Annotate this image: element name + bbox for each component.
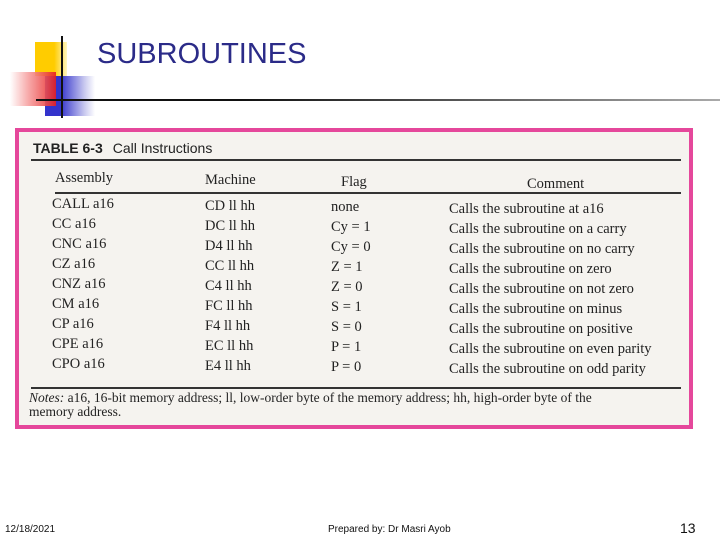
table-cell: Cy = 0 [331, 239, 371, 255]
table-cell: CZ a16 [52, 256, 96, 272]
table-cell: S = 0 [331, 319, 362, 335]
table-cell: P = 0 [331, 359, 362, 375]
table-cell: Z = 0 [331, 279, 363, 295]
table-cell: none [331, 199, 360, 215]
table-cell: CD ll hh [205, 197, 255, 214]
table-cell: Cy = 1 [331, 219, 371, 235]
table-cell: S = 1 [331, 299, 362, 315]
notes-line-2: memory address. [29, 404, 122, 419]
table-cell: EC ll hh [205, 337, 254, 354]
table-title [33, 140, 212, 156]
table-cell: CC ll hh [205, 257, 255, 274]
column-header: Assembly [55, 170, 113, 186]
page-number: 13 [680, 520, 696, 536]
table-cell: CPE a16 [52, 336, 104, 352]
slide-title: SUBROUTINES [97, 38, 307, 70]
column-header: Machine [205, 172, 256, 188]
table-cell: CP a16 [52, 316, 94, 332]
table-cell: E4 ll hh [205, 357, 251, 374]
table-cell: D4 ll hh [205, 237, 253, 254]
table-cell: FC ll hh [205, 297, 253, 314]
table-label: TABLE 6-3 [33, 140, 103, 156]
notes-label: Notes: [29, 390, 65, 405]
notes-line-1: a16, 16-bit memory address; ll, low-order byte of the memory address; hh, high-order byte of the [67, 390, 592, 405]
table-cell: CNZ a16 [52, 276, 106, 292]
rule-bottom [31, 387, 681, 389]
table-cell: Z = 1 [331, 259, 363, 275]
decor-vertical-line [61, 36, 63, 118]
table-cell: CC a16 [52, 216, 96, 232]
table-cell: CALL a16 [52, 196, 114, 212]
table-cell: CM a16 [52, 296, 100, 312]
table-caption: Call Instructions [112, 140, 213, 156]
table-cell: DC ll hh [205, 217, 255, 234]
table-cell: P = 1 [331, 339, 362, 355]
table-cell: Calls the subroutine on not zero [449, 280, 634, 297]
table-cell: CNC a16 [52, 236, 107, 252]
column-header: Comment [527, 176, 585, 192]
rule-header [55, 192, 681, 194]
table-cell: C4 ll hh [205, 277, 252, 294]
footer-date: 12/18/2021 [5, 524, 56, 535]
table-cell: Calls the subroutine on positive [449, 320, 633, 337]
table-cell: Calls the subroutine at a16 [449, 200, 604, 217]
table-cell: F4 ll hh [205, 317, 251, 334]
rule-top [31, 159, 681, 161]
table-cell: Calls the subroutine on no carry [449, 240, 635, 257]
table-image-frame [15, 128, 693, 429]
title-underline [36, 99, 720, 101]
table-cell: Calls the subroutine on odd parity [449, 360, 646, 377]
table-cell: Calls the subroutine on even parity [449, 340, 652, 357]
table-cell: Calls the subroutine on a carry [449, 220, 627, 237]
footer-author: Prepared by: Dr Masri Ayob [328, 524, 451, 535]
table-cell: Calls the subroutine on minus [449, 300, 623, 317]
column-header: Flag [341, 174, 367, 190]
table-cell: Calls the subroutine on zero [449, 260, 612, 277]
table-cell: CPO a16 [52, 356, 105, 372]
